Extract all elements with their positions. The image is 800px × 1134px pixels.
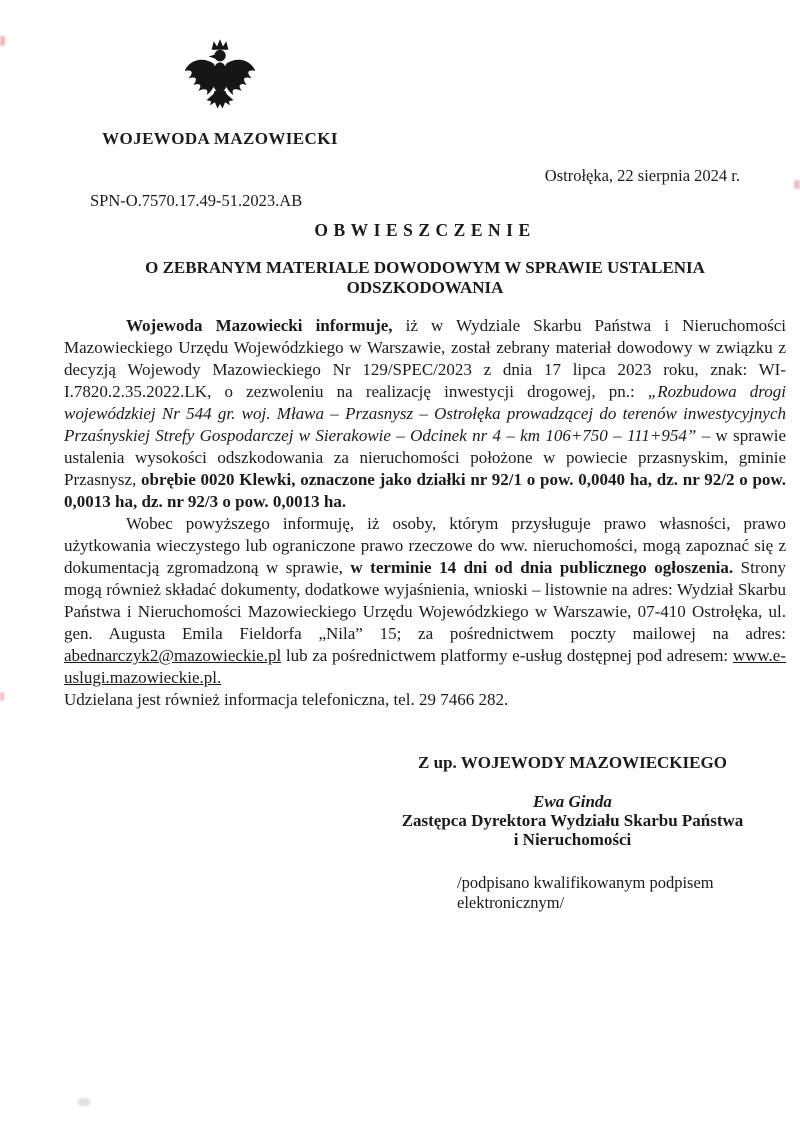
signature-block — [400, 753, 745, 913]
document-subtitle — [64, 258, 786, 297]
email-link[interactable]: abednarczyk2@mazowieckie.pl — [64, 646, 282, 665]
letterhead — [90, 38, 350, 149]
letterhead-organization: WOJEWODA MAZOWIECKI — [102, 129, 338, 148]
electronic-signature-note-line-1: /podpisano kwalifikowanym podpisem — [457, 873, 714, 892]
text-segment-phone: Udzielana jest również informacja telefoniczna, tel. 29 7466 282. — [64, 690, 509, 709]
text-segment: iż w Wydziale Skarbu Państwa i Nieruchomości Mazowieckiego Urzędu Wojewódzkiego w Warszawie, został zebrany materiał dowodowy w związku z decyzją Wojewody Mazowieckiego Nr 129/SPEC/2023 z dnia 17 lipca 2023 roku, znak: WI-I.7820.2.35.2022.LK, o zezwoleniu na realizację inwestycji drogowej, pn.: — [64, 316, 786, 401]
scan-artifact-mark — [0, 692, 4, 701]
electronic-signature-note — [400, 873, 745, 913]
polish-eagle-icon — [182, 38, 258, 122]
eservices-url-link[interactable]: www.e-uslugi.mazowieckie.pl. — [64, 646, 786, 687]
document-subtitle-line-1: O ZEBRANYM MATERIALE DOWODOWYM W SPRAWIE USTALENIA — [145, 258, 705, 277]
text-segment: – w sprawie ustalenia wysokości odszkodowania za nieruchomości położone w powiecie przasnyskim, gminie Przasnysz, — [64, 426, 786, 489]
case-reference-number: SPN-O.7570.17.49-51.2023.AB — [90, 191, 303, 210]
signatory-title — [400, 811, 745, 849]
electronic-signature-note-line-2: elektronicznym/ — [457, 893, 565, 912]
signatory-name: Ewa Ginda — [533, 792, 612, 811]
paragraph-phone-info — [64, 689, 786, 711]
text-segment-parcels-bold: obrębie 0020 Klewki, oznaczone jako działki nr 92/1 o pow. 0,0040 ha, dz. nr 92/2 o pow. 0,0013 ha, dz. nr 92/3 o pow. 0,0013 ha. — [64, 470, 787, 511]
paragraph-notice — [64, 315, 786, 513]
signatory-title-line-2: i Nieruchomości — [513, 830, 632, 849]
place-date: Ostrołęka, 22 sierpnia 2024 r. — [544, 166, 740, 185]
text-segment: Strony mogą również składać dokumenty, dodatkowe wyjaśnienia, wnioski – listownie na adres: Wydział Skarbu Państwa i Nieruchomości Mazowieckiego Urzędu Wojewódzkiego w Warszawie, 07-410 Ostrołęka, ul. gen. Augusta Emila Fieldorfa „Nila” 15; za pośrednictwem poczty mailowej na adres: — [64, 558, 786, 643]
paragraph-instructions — [64, 513, 786, 689]
document-title: OBWIESZCZENIE — [314, 220, 536, 240]
text-segment-deadline-bold: w terminie 14 dni od dnia publicznego ogłoszenia. — [350, 558, 734, 577]
text-segment: lub za pośrednictwem platformy e-usług dostępnej pod adresem: — [281, 646, 733, 665]
text-segment: Wobec powyższego informuję, iż osoby, którym przysługuje prawo własności, prawo użytkowania wieczystego lub ograniczone prawo rzeczowe do ww. nieruchomości, mogą zapoznać się z dokumentacją zgromadzoną w sprawie, — [64, 514, 786, 577]
signatory-title-line-1: Zastępca Dyrektora Wydziału Skarbu Państwa — [401, 811, 744, 830]
scan-artifact-mark — [78, 1098, 90, 1106]
document-body — [64, 315, 786, 711]
text-segment-bold: Wojewoda Mazowiecki informuje, — [126, 316, 393, 335]
document-subtitle-line-2: ODSZKODOWANIA — [346, 277, 504, 297]
scan-artifact-mark — [0, 36, 5, 46]
text-segment-road-project-name: „Rozbudowa drogi wojewódzkiej Nr 544 gr. woj. Mława – Przasnysz – Ostrołęka prowadzącej do terenów inwestycyjnych Przaśnyskiej Strefy Gospodarczej w Sierakowie – Odcinek nr 4 – km 106+750 – 111+954” — [64, 382, 786, 445]
signature-authority: Z up. WOJEWODY MAZOWIECKIEGO — [418, 753, 727, 772]
scan-artifact-mark — [794, 180, 800, 189]
